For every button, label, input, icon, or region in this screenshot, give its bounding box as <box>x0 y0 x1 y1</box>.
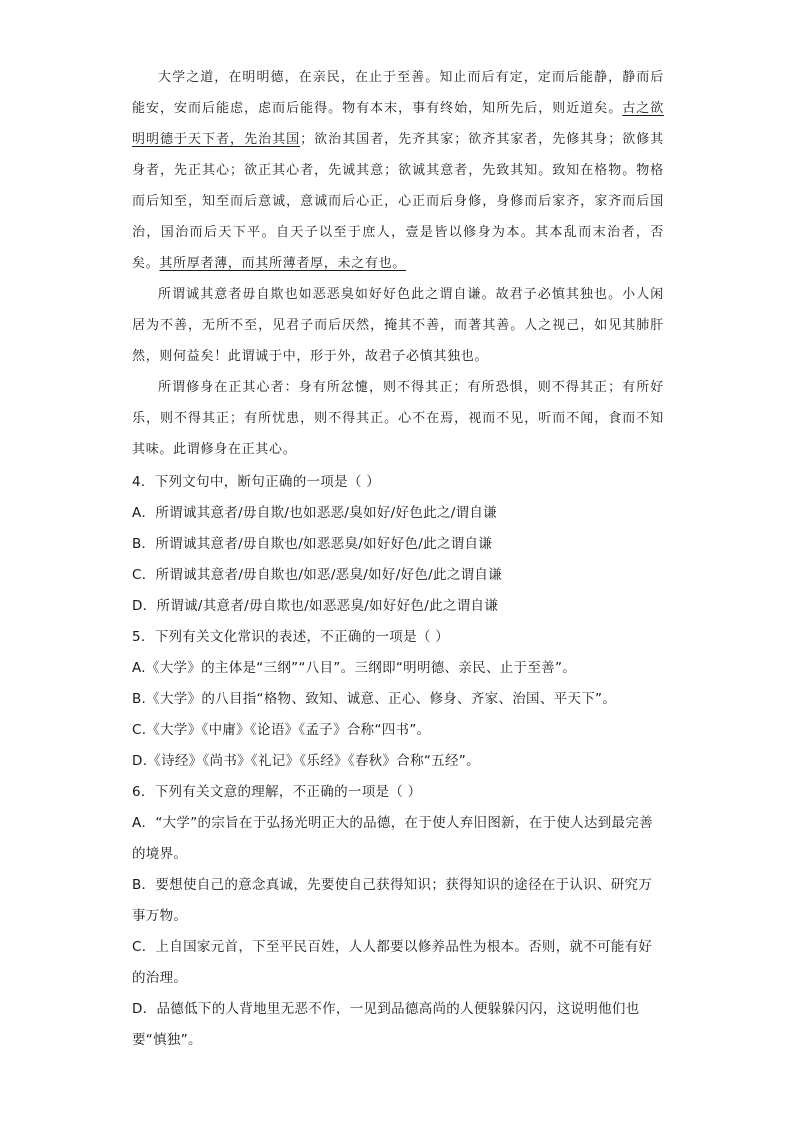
passage-paragraph-3: 所谓修身在正其心者：身有所忿懥，则不得其正；有所恐惧，则不得其正；有所好乐，则不得其正；有所忧患，则不得其正。心不在焉，视而不见，听而不闻，食而不知其味。此谓修身在正其心。 <box>132 380 664 457</box>
option-c: C．所谓诚其意者/毋自欺也/如恶/恶臭/如好/好色/此之谓自谦 <box>132 567 503 583</box>
question-4 <box>132 467 664 622</box>
option-d: D．所谓诚/其意者/毋自欺也/如恶恶臭/如好好色/此之谓自谦 <box>132 598 499 614</box>
passage-p1-underlined-a: 古之欲明明德于天下者，先治其国 <box>132 101 664 147</box>
question-stem: 4．下列文句中，断句正确的一项是（ ） <box>132 474 381 490</box>
classical-passage <box>132 62 664 465</box>
option-a: A．“大学”的宗旨在于弘扬光明正大的品德，在于使人弃旧图新，在于使人达到最完善的境界。 <box>132 815 653 862</box>
passage-p1-text-c: ；欲治其国者，先齐其家；欲齐其家者，先修其身；欲修其身者，先正其心；欲正其心者，先诚其意；欲诚其意者，先致其知。致知在格物。物格而后知至，知至而后意诚，意诚而后心正，心正而后身修，身修而后家齐，家齐而后国治，国治而后天下平。自天子以至于庶人，壹是皆以修身为本。其本乱而末治者，否矣。 <box>132 132 665 271</box>
question-6 <box>132 777 664 1056</box>
option-b: B．要想使自己的意念真诚，先要使自己获得知识；获得知识的途径在于认识、研究万事万物。 <box>132 877 653 924</box>
passage-p1-text-a: 大学之道，在明明德，在亲民，在止于至善。知止而后有定，定而后能静，静而后能安，安而后能虑，虑而后能得。物有本末，事有终始，知所先后，则近道矣。 <box>132 70 664 116</box>
option-d: D.《诗经》《尚书》《礼记》《乐经》《春秋》合称“五经”。 <box>132 753 480 769</box>
passage-paragraph-2: 所谓诚其意者毋自欺也如恶恶臭如好好色此之谓自谦。故君子必慎其独也。小人闲居为不善，无所不至，见君子而后厌然，掩其不善，而著其善。人之视己，如见其肺肝然，则何益矣！此谓诚于中，形于外，故君子必慎其独也。 <box>132 287 664 364</box>
option-c: C.《大学》《中庸》《论语》《孟子》合称“四书”。 <box>132 722 431 738</box>
question-5 <box>132 622 664 777</box>
option-a: A.《大学》的主体是“三纲”“八目”。三纲即“明明德、亲民、止于至善”。 <box>132 660 577 676</box>
question-list <box>132 467 664 1056</box>
option-b: B.《大学》的八目指“格物、致知、诚意、正心、修身、齐家、治国、平天下”。 <box>132 691 617 707</box>
option-d: D．品德低下的人背地里无恶不作，一见到品德高尚的人便躲躲闪闪，这说明他们也要“慎独”。 <box>132 1001 640 1048</box>
option-a: A．所谓诚其意者/毋自欺/也如恶恶/臭如好/好色此之/谓自谦 <box>132 505 497 521</box>
passage-p1-underlined-d: 其所厚者薄，而其所薄者厚，未之有也。 <box>159 256 407 271</box>
question-stem: 5．下列有关文化常识的表述，不正确的一项是（ ） <box>132 629 450 645</box>
option-c: C．上自国家元首，下至平民百姓，人人都要以修养品性为根本。否则，就不可能有好的治理。 <box>132 939 653 986</box>
question-stem: 6．下列有关文意的理解，不正确的一项是（ ） <box>132 784 422 800</box>
option-b: B．所谓诚其意者/毋自欺也/如恶恶臭/如好好色/此之谓自谦 <box>132 536 493 552</box>
passage-paragraph-1 <box>132 62 664 279</box>
